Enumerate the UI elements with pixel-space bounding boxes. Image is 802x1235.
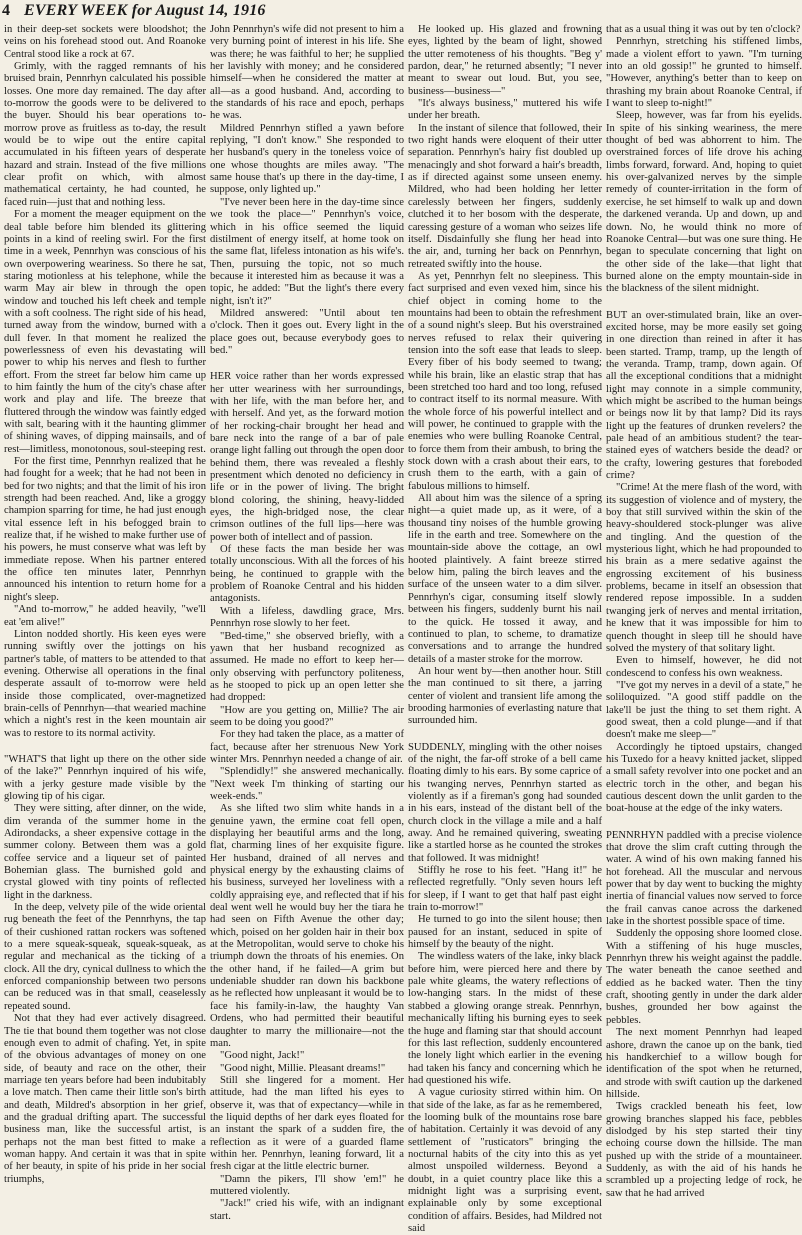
paragraph: Stiffly he rose to his feet. "Hang it!" he reflected regretfully. "Only seven hours left for sleep, if I want to get that half past eight train to-morrow!" bbox=[408, 865, 602, 914]
paragraph: "Good night, Jack!" bbox=[220, 1050, 305, 1062]
text-column-3 bbox=[408, 24, 602, 1235]
paragraph: "I've never been here in the day-time since we took the place—" Pennrhyn's voice, which in his office seemed the liquid distilment of energy itself, at home took on the same flat, lifeless intonation as his wife's. Then, pursuing the topic, not so much because it interested him as because it was a topic, he added: "But the light's there every night, isn't it?" bbox=[210, 196, 404, 307]
paragraph: As yet, Pennrhyn felt no sleepiness. This fact surprised and even vexed him, since his chief object in coming home to the mountains had been to obtain the refreshment of a sound night's sleep. But his overstrained nerves refused to relax their quivering tension into the soft ease that leads to sleep. Every fiber of his body seemed to twang; while his brain, like an elastic strap that has been stretched too hard and too long, refused to contract itself to its normal measure. With the whole force of his powerful intellect and will power, he continued to grapple with the enemies who were bulling Roanoke Central, to force them from their ambush, to bring the stock down with a crash about their ears, to crush them to the earth, with a gain of fabulous millions to himself. bbox=[408, 270, 602, 492]
paragraph: In the instant of silence that followed, their two right hands were eloquent of their utter separation. Pennrhyn's hairy fist doubled up menacingly and shot forward a hair's breadth, as if directed against some unseen enemy. Mildred, who had been holding her letter carelessly between her fingers, suddenly clutched it to her bosom with the desperate, caressing gesture of a woman who seizes life itself. Disdainfully she flung her head into the air, and, turning her back on Pennrhyn, retreated swiftly into the house. bbox=[408, 122, 602, 270]
paragraph: With a lifeless, dawdling grace, Mrs. Pennrhyn rose slowly to her feet. bbox=[210, 605, 404, 630]
paragraph: Linton nodded shortly. His keen eyes were running swiftly over the jottings on his partner's table, of matters to be attended to that evening. Otherwise all operations in the final desperate assault of to-morrow were held inside those complicated, over-magnetized brain-cells of Pennrhyn—that wearied machine which a night's rest in the keen mountain air was to restore to its normal activity. bbox=[4, 628, 206, 739]
paragraph: He looked up. His glazed and frowning eyes, lighted by the beam of light, showed the utter remoteness of his thoughts. "Beg y' pardon, dear," he returned absently; "I never meant to swear out loud. But, you see, business—business—" bbox=[408, 24, 602, 97]
paragraph: In the deep, velvety pile of the wide oriental rug beneath the feet of the Pennrhyns, the tap of their cushioned rattan rockers was softened to a mere squeak-squeak, squeak-squeak, as regular and mechanical as the ticking of a clock. All the dry, cynical dullness to which the enforced companionship between two persons can be reduced was in that small, ceaselessly repeated sound. bbox=[4, 902, 206, 1012]
paragraph: "I've got my nerves in a devil of a state," he soliloquized. "A good stiff paddle on the lake'll be just the thing to set them right. A good sweat, then a cold plunge—and if that doesn't make me sleep—" bbox=[606, 679, 802, 741]
paragraph: in their deep-set sockets were bloodshot; the veins on his forehead stood out. And Roanoke Central stood like a rock at 67. bbox=[4, 24, 206, 60]
page-number: 4 bbox=[2, 2, 10, 19]
paragraph: "Damn the pikers, I'll show 'em!" he muttered violently. bbox=[210, 1173, 404, 1197]
paragraph: As she lifted two slim white hands in a genuine yawn, the ermine coat fell open, displaying her beautiful arms and the long, flat, charming lines of her exquisite figure. Her husband, drained of all nerves and physical energy by the exhausting claims of his business, surveyed her loveliness with a coldly appraising eye, and reflected that if his deal went well he would buy her the tiara he had seen on Fifth Avenue the other day; which, poised on her golden hair in their box at the Metropolitan, would serve to choke his triumph down the throats of his enemies. On the other hand, if he failed—A grim but undeniable shudder ran down his backbone as he reflected how unpleasant it would be to face his family-in-law, the haughty Van Ordens, who had permitted their beautiful daughter to marry the millionaire—not the man. bbox=[210, 803, 404, 1049]
paragraph: BUT an over-stimulated brain, like an over-excited horse, may be more easily set going in one direction than reined in after it has been started. Tramp, tramp, up the length of the veranda. Tramp, tramp, down again. Of all the exceptional conditions that a midnight light may connote in a simple community, which might be ascribed to the human beings or beings now lit by that lamp? Did its rays light up the features of drunken revelers? the pale head of an ambitious student? the tear-stained eyes of watchers beside the dead? or the crafty, lowering gestures that foreboded crime? bbox=[606, 309, 802, 482]
paragraph: Pennrhyn, stretching his stiffened limbs, made a violent effort to yawn. "I'm turning into an old gossip!" he grunted to himself. "However, anything's better than to keep on thrashing my brain about Roanoke Central, if I want to sleep to-night!" bbox=[606, 36, 802, 110]
paragraph: PENNRHYN paddled with a precise violence that drove the slim craft cutting through the water. A wind of his own making fanned his hot forehead. All the muscular and nervous power that by day went to bucking the mighty inertia of financial values now served to force the frail canvas canoe across the darkened lake in the shortest possible space of time. bbox=[606, 829, 802, 928]
paragraph: "Good night, Millie. Pleasant dreams!" bbox=[220, 1062, 386, 1074]
paragraph: For the first time, Pennrhyn realized that he had fought for a week; that he had not been in bed for two nights; and that the limit of his iron strength had been reached. And, like a groggy champion sparring for time, he had just enough vital essence left in his befogged brain to realize that, if he wished to make further use of his powers, he must conserve what was left by immediate repose. When his partner entered the office ten minutes later, Pennrhyn announced his intention to return home for a night's sleep. bbox=[4, 456, 206, 603]
running-title: EVERY WEEK for August 14, 1916 bbox=[24, 2, 266, 19]
paragraph: Suddenly the opposing shore loomed close. With a stiffening of his huge muscles, Pennrhyn threw his weight against the paddle. The water beneath the canoe seethed and eddied as he backed water. Then the tiny craft, shooting gently in under the dark alder bushes, grounded her bow against the pebbles. bbox=[606, 928, 802, 1026]
paragraph: Still she lingered for a moment. Her attitude, had the man lifted his eyes to observe it, was that of expectancy—while in the liquid depths of her dark eyes floated for an instant the spark of a sudden fire, the reflection as it were of a guarded flame within her. Pennrhyn, leaning forward, lit a fresh cigar at the little electric burner. bbox=[210, 1074, 404, 1173]
paragraph: Twigs crackled beneath his feet, low growing branches slapped his face, pebbles dislodged by his step started their tiny echoing course down the hillside. The man pushed up with the stride of a mountaineer. Suddenly, as with the aid of his hands he scrambled up a projecting ledge of rock, he saw that he had arrived bbox=[606, 1101, 802, 1199]
text-column-1 bbox=[4, 24, 206, 1235]
running-header bbox=[0, 2, 800, 19]
paragraph: "It's always business," muttered his wife under her breath. bbox=[408, 98, 602, 122]
paragraph: Sleep, however, was far from his eyelids. In spite of his sinking weariness, the mere thought of bed was abhorrent to him. The overstrained forces of life drove his aching limbs forward, forward. And, hoping to quiet his over-galvanized nerves by the simple remedy of counter-irritation in the form of exercise, he set himself to walk up and down the darkened veranda. Up and down, up and down. No, he would think no more of Roanoke Central—but was one sure thing. He began to speculate concerning that light on the other side of the lake—that light that burned alone on the empty mountain-side in the blackness of the silent midnight. bbox=[606, 110, 802, 295]
paragraph: A vague curiosity stirred within him. On that side of the lake, as far as he remembered, the looming bulk of the mountains rose bare of habitation. Certainly it was devoid of any settlement of "rusticators" bringing the nocturnal habits of the city into this as yet almost unspoiled wilderness. Beyond a doubt, in a quiet country place like this a midnight light was a surprising event, explainable only by some exceptional condition of affairs. Besides, had Mildred not said bbox=[408, 1087, 602, 1234]
paragraph: SUDDENLY, mingling with the other noises of the night, the far-off stroke of a bell came floating dimly to his ears. By some caprice of his twanging nerves, Pennrhyn started as violently as if a fireman's gong had sounded in his ears, instead of the distant bell of the church clock in the village a mile and a half away. And he remained quivering, sweating like a startled horse as he counted the strokes that followed. It was midnight! bbox=[408, 741, 602, 864]
paragraph: The next moment Pennrhyn had leaped ashore, drawn the canoe up on the bank, tied his handkerchief to a willow bough for identification of the spot when he returned, and strode with swift caution up the darkened hillside. bbox=[606, 1027, 802, 1100]
paragraph: "WHAT'S that light up there on the other side of the lake?" Pennrhyn inquired of his wife, with a jerky gesture made visible by the glowing tip of his cigar. bbox=[4, 753, 206, 802]
paragraph: Not that they had ever actively disagreed. The tie that bound them together was not close enough even to admit of chafing. Yet, in spite of the obvious advantages of money on one side, of beauty and race on the other, their marriage ten years before had been indubitably a love match. Then came their little son's birth and death, Mildred's absorption in her grief, and the gradual drifting apart. The successful business man, like the successful artist, is perhaps not the man best fitted to make a woman happy. And certain it was that in spite of her beauty, in spite of his pride in her social triumphs, bbox=[4, 1013, 206, 1185]
paragraph: "Crime! At the mere flash of the word, with its suggestion of violence and of mystery, the boy that still survived within the skin of the heavy-shouldered stock-plunger was alive and tingling. And the question of the mysterious light, which he had propounded to his brain as a mere sedative against the engrossing excitement of his business problems, became in itself an obsession that rendered repose impossible. In a sudden twanging jerk of nerves and mental irritation, he knew that it was impossible for him to quench thought in sleep till he should have solved the mystery of that solitary light. bbox=[606, 482, 802, 654]
paragraph: "And to-morrow," he added heavily, "we'll eat 'em alive!" bbox=[4, 604, 206, 628]
paragraph: Accordingly he tiptoed upstairs, changed his Tuxedo for a heavy knitted jacket, slipped a small safety revolver into one pocket and an electric torch in the other, and began his cautious descent down the unlit garden to the boat-house at the edge of the inky waters. bbox=[606, 741, 802, 815]
paragraph: He turned to go into the silent house; then paused for an instant, seduced in spite of himself by the beauty of the night. bbox=[408, 914, 602, 951]
paragraph: All about him was the silence of a spring night—a quiet made up, as it were, of a thousand tiny noises of the humble growing life in the earth and tree. Somewhere on the mountain-side above the cottage, an owl hooted plaintively. A faint breeze stirred below him, paling the birch leaves and the surface of the unseen water to a dim silver. Pennrhyn's cigar, consuming itself slowly between his fingers, suddenly burnt his nail to the quick. He tossed it away, and continued to plan, to scheme, to dramatize conversations and to arrange the hundred details of a master stroke for the morrow. bbox=[408, 493, 602, 665]
article-columns bbox=[4, 24, 802, 1234]
paragraph: Mildred Pennrhyn stifled a yawn before replying, "I don't know." She responded to her husband's query in the toneless voice of one whose thoughts are miles away. "The same house that's up there in the day-time, I suppose, only lighted up." bbox=[210, 122, 404, 196]
text-column-2 bbox=[210, 24, 404, 1235]
paragraph: that as a usual thing it was out by ten o'clock? bbox=[606, 24, 801, 35]
paragraph: Mildred answered: "Until about ten o'clock. Then it goes out. Every light in the place goes out, because everybody goes to bed." bbox=[210, 307, 404, 356]
paragraph: HER voice rather than her words expressed her utter weariness with her surroundings, with her life, with the man before her, and with herself. And yet, as the forward motion of her rocking-chair brought her head and bare neck into the range of a bar of pale orange light falling out through the open door behind them, there was revealed a fleshly presentment which denoted no deficiency in life or in the power of living. The bright blond coloring, the shining, heavy-lidded eyes, the high-bridged nose, the clear crimson outlines of the full lips—here was power both of intellect and of passion. bbox=[210, 371, 404, 543]
paragraph: Grimly, with the ragged remnants of his bruised brain, Pennrhyn calculated his possible losses. One more day remained. The day after to-morrow the goods were to be delivered to the buyer. Should his bear operations to-morrow prove as fruitless as to-day, the result would be to wipe out the entire capital accumulated in his fifteen years of desperate hazard and strain. Instead of the five millions clear profit on which, with almost mathematical certainty, he had counted, he faced ruin—just that and nothing less. bbox=[4, 61, 206, 208]
paragraph: "How are you getting on, Millie? The air seem to be doing you good?" bbox=[210, 704, 404, 728]
paragraph: An hour went by—then another hour. Still the man continued to sit there, a jarring center of violent and transient life among the brooding harmonies of everlasting nature that surrounded him. bbox=[408, 665, 602, 727]
paragraph: They were sitting, after dinner, on the wide, dim veranda of the summer home in the Adirondacks, a sheer expensive cottage in the summer colony. Between them was a gold coffee service and a liqueur set of painted Bohemian glass. The burnished gold and crystal glowed with tiny points of reflected light in the darkness. bbox=[4, 803, 206, 901]
paragraph: For they had taken the place, as a matter of fact, because after her strenuous New York winter Mrs. Pennrhyn needed a change of air. bbox=[210, 729, 404, 765]
paragraph: John Pennrhyn's wife did not present to him a very burning point of interest in his life. She was there; he was faithful to her; he supplied her lavishly with money; and he considered himself—when he considered the matter at all—as a good husband. And, according to the standards of his race and epoch, perhaps he was. bbox=[210, 24, 404, 122]
paragraph: "Splendidly!" she answered mechanically. "Next week I'm thinking of starting our week-ends." bbox=[210, 766, 404, 802]
paragraph: "Bed-time," she observed briefly, with a yawn that her husband recognized as assumed. He made no effort to keep her—only observing with perfunctory politeness, as he stooped to pick up an open letter she had dropped: bbox=[210, 630, 404, 704]
text-column-4 bbox=[606, 24, 802, 1235]
paragraph: "Jack!" cried his wife, with an indignant start. bbox=[210, 1198, 404, 1222]
paragraph: For a moment the meager equipment on the deal table before him blended its glittering points in a kind of reeling swirl. For the first time in a week, Pennrhyn was conscious of his own overpowering weariness. So there he sat, staring motionless at his telephone, while the warm May air blew in through the open window and touched his left cheek and temple with a soft coolness. The right side of his head, turned away from the window, burned with a dull fever. In that moment he realized the powerlessness of even his devastating will power to whip his nerves and flesh to further effort. From the street far below him came up to him faintly the hum of the city's chase after work and play and life. The breeze that fluttered through the window was faintly edged with salt, bearing with it the haunting glimmer of shining waves, of dipping mainsails, and of rest—limitless, monotonous, soul-steeping rest. bbox=[4, 209, 206, 455]
paragraph: The windless waters of the lake, inky black before him, were pierced here and there by pale white gleams, the watery reflections of low-hanging stars. In the midst of these stabbed a glowing orange streak. Pennrhyn, mechanically lifting his burning eyes to seek the huge and flaming star that should account for this last reflection, suddenly encountered the lonely light which earlier in the evening had taken his fancy and concerning which he had questioned his wife. bbox=[408, 951, 602, 1086]
paragraph: Of these facts the man beside her was totally unconscious. With all the forces of his being, he continued to grapple with the problem of Roanoke Central and his hidden antagonists. bbox=[210, 544, 404, 605]
paragraph: Even to himself, however, he did not condescend to confess his own weakness. bbox=[606, 655, 802, 679]
